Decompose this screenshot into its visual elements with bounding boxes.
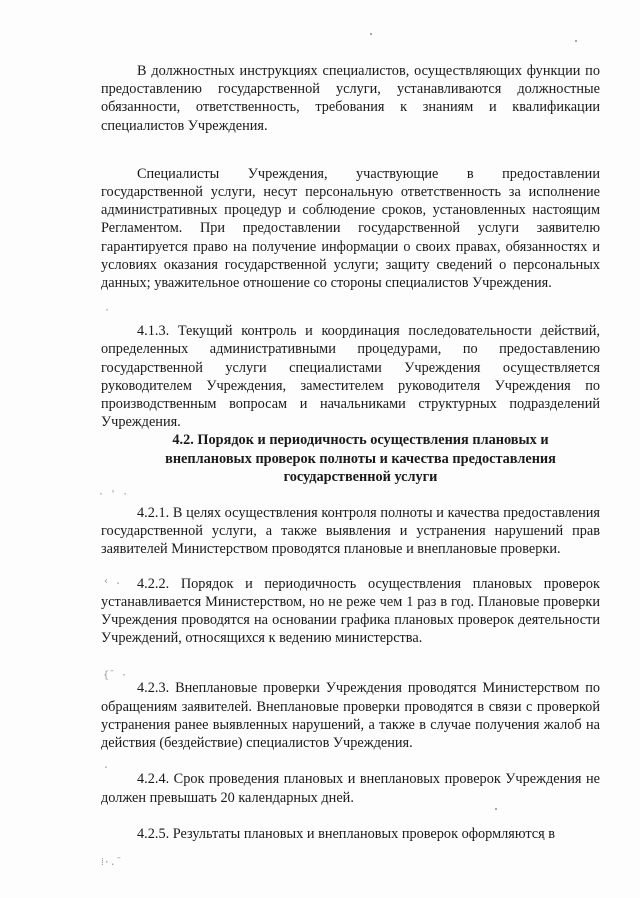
paragraph-4-1-3: 4.1.3. Текущий контроль и координация последовательности действий, определенных административными процедурами, по предоставлению государственной услуги специалистами Учреждения осуществляется руководителем Учреждения, заместителем руководителя Учреждения по производственным вопросам и начальниками структурных подразделений Учреждения. <box>101 323 600 431</box>
paragraph-job-instructions: В должностных инструкциях специалистов, осуществляющих функции по предоставлению государственной услуги, устанавливаются должностные обязанности, ответственность, требования к знаниям и квалификации специалистов Учреждения. <box>101 63 600 134</box>
paragraph-specialists-responsibility: Специалисты Учреждения, участвующие в предоставлении государственной услуги, несут персональную ответственность за исполнение административных процедур и соблюдение сроков, установленных настоящим Регламентом. При предоставлении государственной услуги заявителю гарантируется право на получение информации о своих правах, обязанностях и условиях оказания государственной услуги; защиту сведений о персональных данных; уважительное отношение со стороны специалистов Учреждения. <box>101 165 600 292</box>
paragraph-4-2-5: 4.2.5. Результаты плановых и внеплановых проверок оформляются в <box>137 825 556 842</box>
scan-speck: ⁞·.ˉ <box>101 857 122 868</box>
scan-speck: {ˉ · <box>103 670 128 681</box>
document-body <box>101 62 600 843</box>
scan-speck: . <box>103 760 110 771</box>
section-heading-4-2: 4.2. Порядок и периодичность осуществления плановых и внеплановых проверок полноты и качества предоставления государственной услуги <box>165 432 556 485</box>
scan-speck <box>370 33 372 35</box>
paragraph-4-2-4: 4.2.4. Срок проведения плановых и внеплановых проверок Учреждения не должен превышать 20 календарных дней. <box>101 771 600 806</box>
scan-speck: · ' · <box>98 489 129 500</box>
paragraph-4-2-1: 4.2.1. В целях осуществления контроля полноты и качества предоставления государственной услуги, а также выявления и устранения нарушений прав заявителей Министерством проводятся плановые и внеплановые проверки. <box>101 505 600 558</box>
scan-speck: · <box>104 305 111 316</box>
paragraph-4-2-2: 4.2.2. Порядок и периодичность осуществления плановых проверок устанавливается Министерством, но не реже чем 1 раз в год. Плановые проверки Учреждения проводятся на основании графика плановых проверок деятельности Учреждений, относящихся к ведению министерства. <box>101 575 600 647</box>
paragraph-4-2-3: 4.2.3. Внеплановые проверки Учреждения проводятся Министерством по обращениям заявителей. Внеплановые проверки проводятся в связи с проверкой устранения ранее выявленных нарушений, а также в случае получения жалоб на действия (бездействие) специалистов Учреждения. <box>101 680 600 752</box>
scan-speck <box>575 40 577 42</box>
scan-speck: ‹ . <box>103 576 122 587</box>
